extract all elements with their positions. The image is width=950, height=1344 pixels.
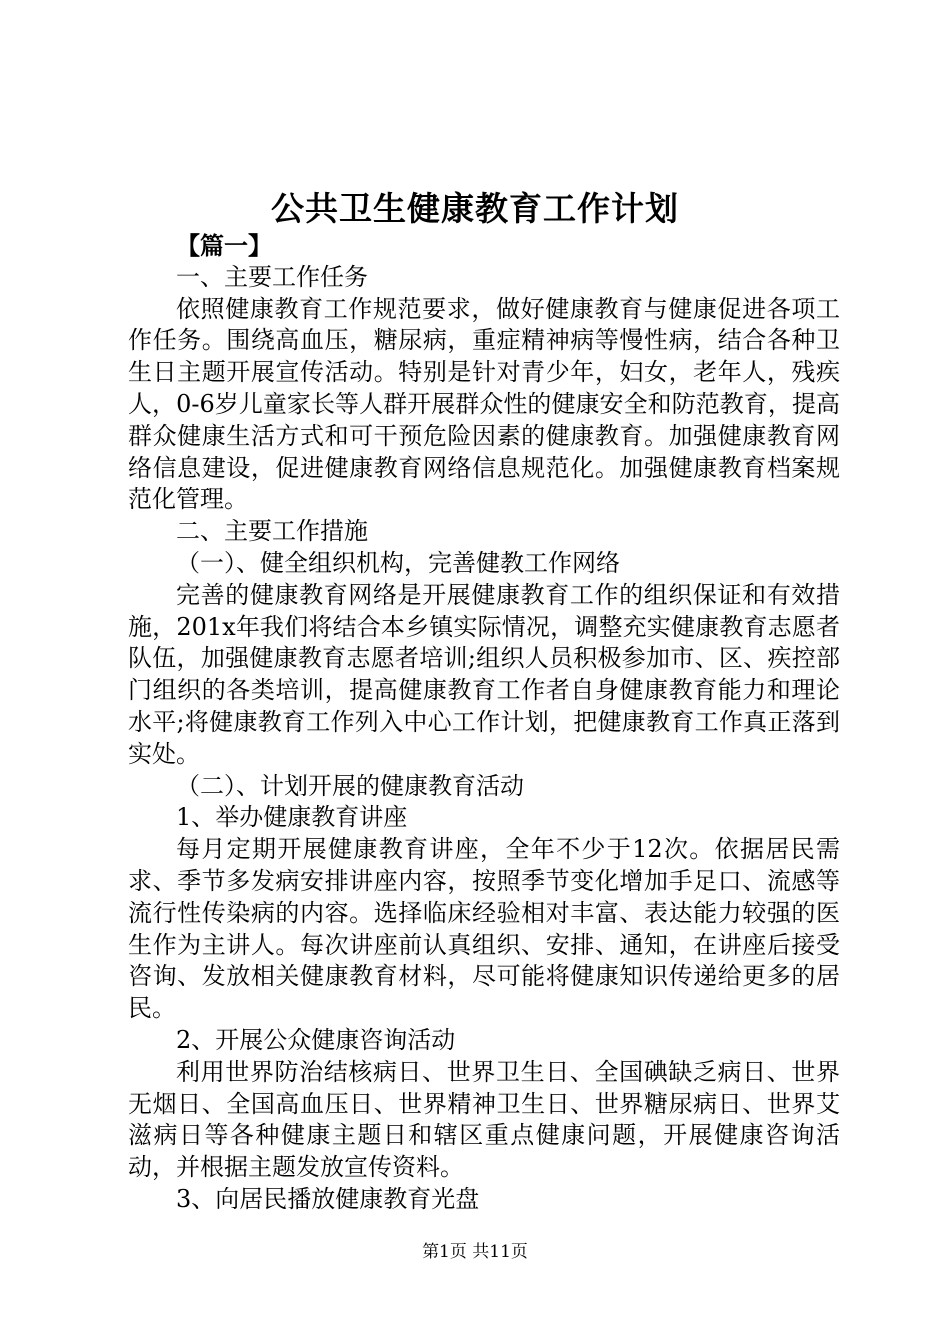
item-heading-consultation: 2、开展公众健康咨询活动 bbox=[176, 1025, 456, 1054]
item-heading-video: 3、向居民播放健康教育光盘 bbox=[176, 1184, 480, 1213]
document-body bbox=[128, 230, 840, 1216]
page-number-footer: 第1页 共11页 bbox=[422, 1242, 528, 1262]
paragraph-consultation: 利用世界防治结核病日、世界卫生日、全国碘缺乏病日、世界无烟日、全国高血压日、世界精神卫生日、世界糖尿病日、世界艾滋病日等各种健康主题日和辖区重点健康问题，开展健康咨询活动，并根据主题发放宣传资料。 bbox=[128, 1057, 840, 1182]
item-heading-lectures: 1、举办健康教育讲座 bbox=[176, 803, 408, 832]
heading-main-tasks: 一、主要工作任务 bbox=[176, 262, 368, 291]
section-label-part-one: 【篇一】 bbox=[176, 231, 272, 260]
paragraph-main-tasks: 依照健康教育工作规范要求，做好健康教育与健康促进各项工作任务。围绕高血压，糖尿病，重症精神病等慢性病，结合各种卫生日主题开展宣传活动。特别是针对青少年，妇女，老年人，残疾人，0-6岁儿童家长等人群开展群众性的健康安全和防范教育，提高群众健康生活方式和可干预危险因素的健康教育。加强健康教育网络信息建设，促进健康教育网络信息规范化。加强健康教育档案规范化管理。 bbox=[128, 294, 840, 514]
subheading-organization: （一）、健全组织机构，完善健教工作网络 bbox=[176, 548, 620, 577]
subheading-planned-activities: （二）、计划开展的健康教育活动 bbox=[176, 771, 524, 800]
document-title: 公共卫生健康教育工作计划 bbox=[271, 189, 679, 228]
paragraph-organization: 完善的健康教育网络是开展健康教育工作的组织保证和有效措施，201x年我们将结合本乡镇实际情况，调整充实健康教育志愿者队伍，加强健康教育志愿者培训;组织人员积极参加市、区、疾控部门组织的各类培训，提高健康教育工作者自身健康教育能力和理论水平;将健康教育工作列入中心工作计划，把健康教育工作真正落到实处。 bbox=[128, 580, 840, 768]
heading-main-measures: 二、主要工作措施 bbox=[176, 517, 368, 546]
paragraph-lectures: 每月定期开展健康教育讲座，全年不少于12次。依据居民需求、季节多发病安排讲座内容，按照季节变化增加手足口、流感等流行性传染病的内容。选择临床经验相对丰富、表达能力较强的医生作为主讲人。每次讲座前认真组织、安排、通知，在讲座后接受咨询、发放相关健康教育材料，尽可能将健康知识传递给更多的居民。 bbox=[128, 835, 840, 1023]
